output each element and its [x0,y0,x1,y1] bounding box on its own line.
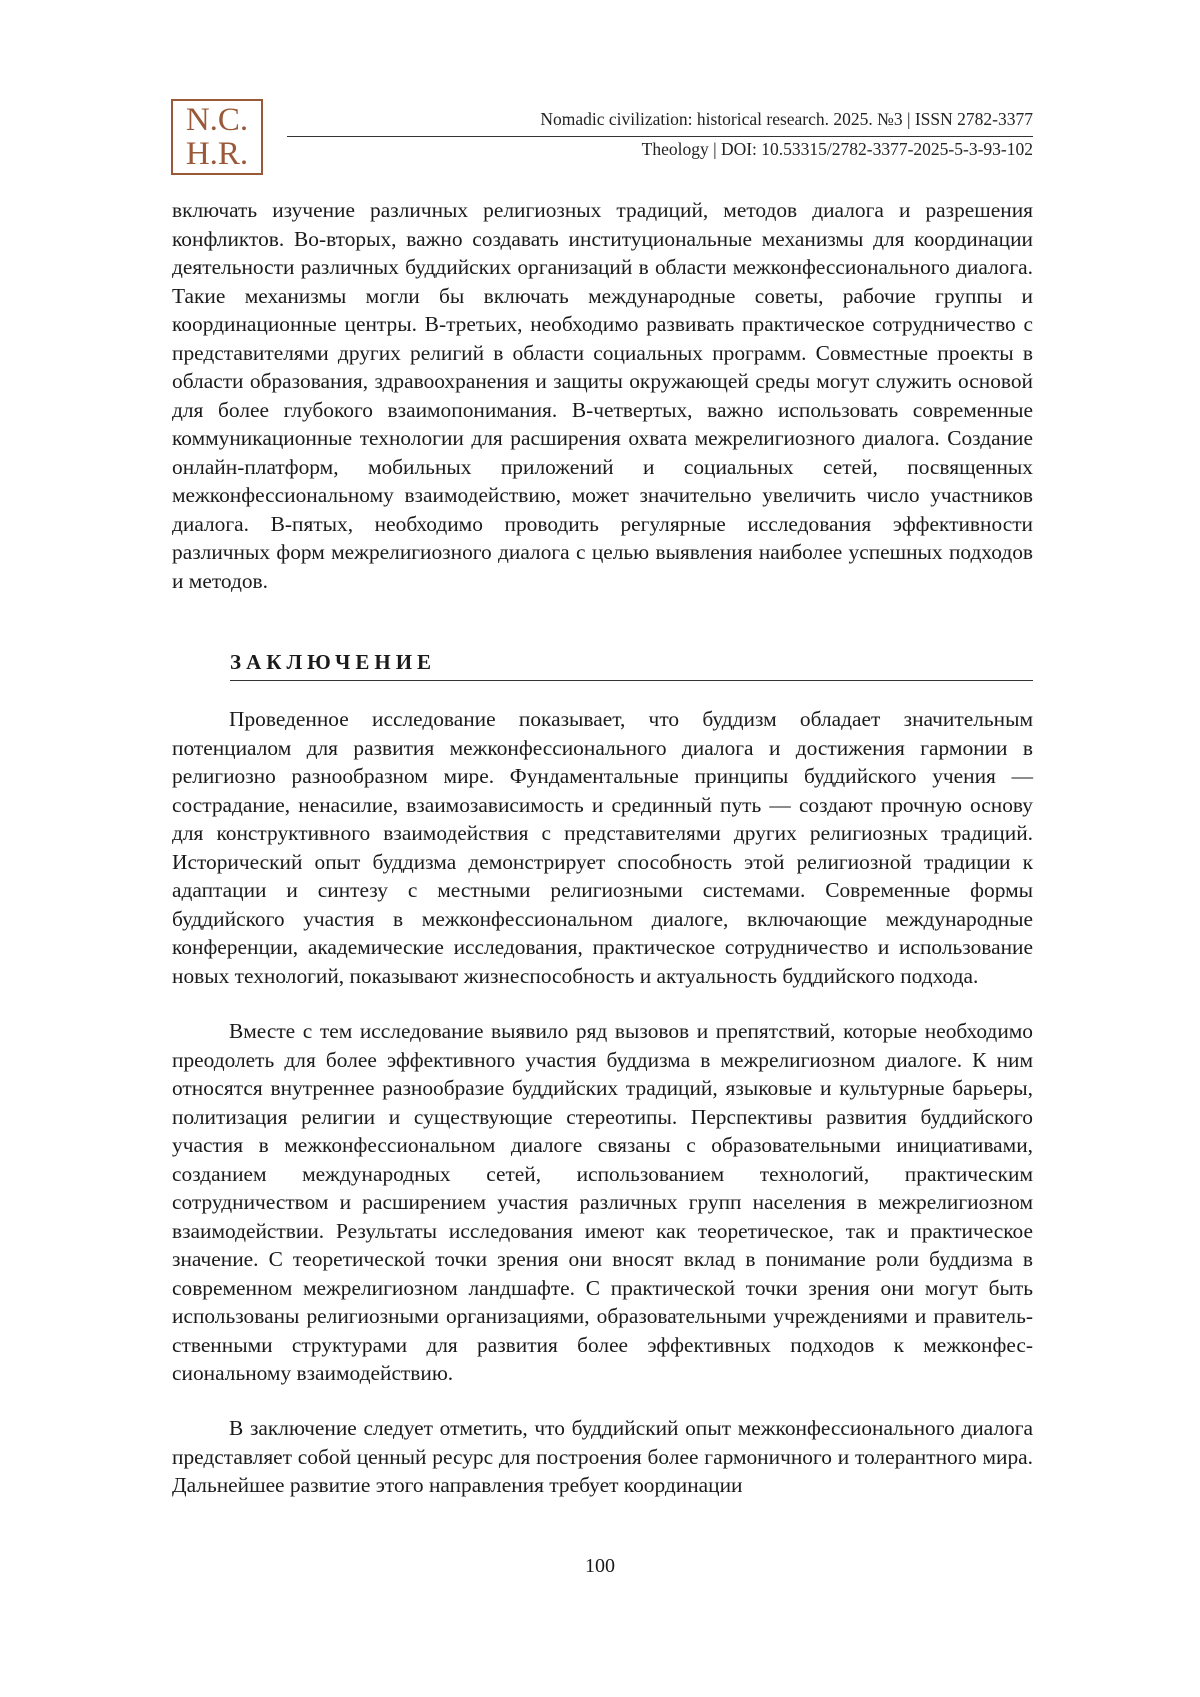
doi-line: Theology | DOI: 10.53315/2782-3377-2025-5-3-93-102 [641,139,1033,159]
journal-citation-line: Nomadic civilization: historical research. 2025. №3 | ISSN 2782-3377 [540,109,1033,129]
conclusion-paragraph-1: Проведенное исследование показывает, что буддизм обладает значительным потенциалом для развития межконфессионального диалога и достижения гармонии в религиозно разнообразном мире. Фундаментальные принципы буддийского учения — сострадание, ненасилие, взаимозависимость и срединный путь — создают прочную основу для конструктивного взаимодействия с представителями других религиозных традиций. Исторический опыт буддизма демонстрирует способность этой религиозной традиции к адаптации и синтезу с местными религиозными системами. Современные формы буддийского участия в межконфессиональном диалоге, включающие международные конференции, академические исследования, практическое сотрудничество и использование новых технологий, показывают жизнеспособность и актуальность буддийского подхода. [172,707,1033,988]
logo-line-2: H.R. [185,136,249,172]
section-heading: ЗАКЛЮЧЕНИЕ [230,650,437,674]
logo-line-1: N.C. [185,102,249,138]
conclusion-paragraph-2: Вместе с тем исследование выявило ряд вызовов и препятствий, которые необходимо преодолеть для более эффективного участия буддизма в межрелигиозном диалоге. К ним относятся внутреннее разнообразие буддийских традиций, языковые и культурные барьеры, политизация религии и существующие стереотипы. Перспективы развития буддийского участия в межконфессиональном диалоге связаны с образовательными инициативами, созданием международных сетей, использованием технологий, практическим сотрудничеством и расширением участия различных групп населения в межрелигиозном взаимодействии. Результаты исследования имеют как теоретическое, так и практическое значение. С теоретической точки зрения они вносят вклад в понимание роли буддизма в современном межрелигиозном ландшафте. С практической точки зрения они могут быть использованы религиозными организациями, образовательными учреждениями и правительственными структурами для развития более эффективных подходов к межконфессиональному взаимодействию. [172,1019,1033,1385]
section-divider [230,680,1033,681]
continued-paragraph: включать изучение различных религиозных традиций, методов диалога и разрешения конфликтов. Во-вторых, важно создавать институциональные механизмы для координации деятельности различных буддийских организаций в области межконфессионального диалога. Такие механизмы могли бы включать международные советы, рабочие группы и координационные центры. В-третьих, необходимо развивать практическое сотрудничество с представителями других религий в области социальных программ. Совместные проекты в области образования, здравоохранения и защиты окружающей среды могут служить основой для более глубокого взаимопонимания. В-четвертых, важно использовать современные коммуникационные технологии для расширения охвата межрелигиозного диалога. Создание онлайн-платформ, мобильных приложений и социальных сетей, посвященных межконфессиональному взаимодействию, может значительно увеличить число участников диалога. В-пятых, необходимо проводить регулярные исследования эффективности различных форм межрелигиозного диалога с целью выявления наиболее успешных подходов и методов. [172,198,1033,593]
header-divider [287,136,1033,137]
page-number: 100 [585,1555,615,1577]
conclusion-paragraph-3: В заключение следует отметить, что буддийский опыт межконфессионального диалога представляет собой ценный ресурс для построения более гармоничного и толерантного мира. Дальнейшее развитие этого направления требует координации [172,1416,1033,1497]
journal-logo [171,99,263,175]
